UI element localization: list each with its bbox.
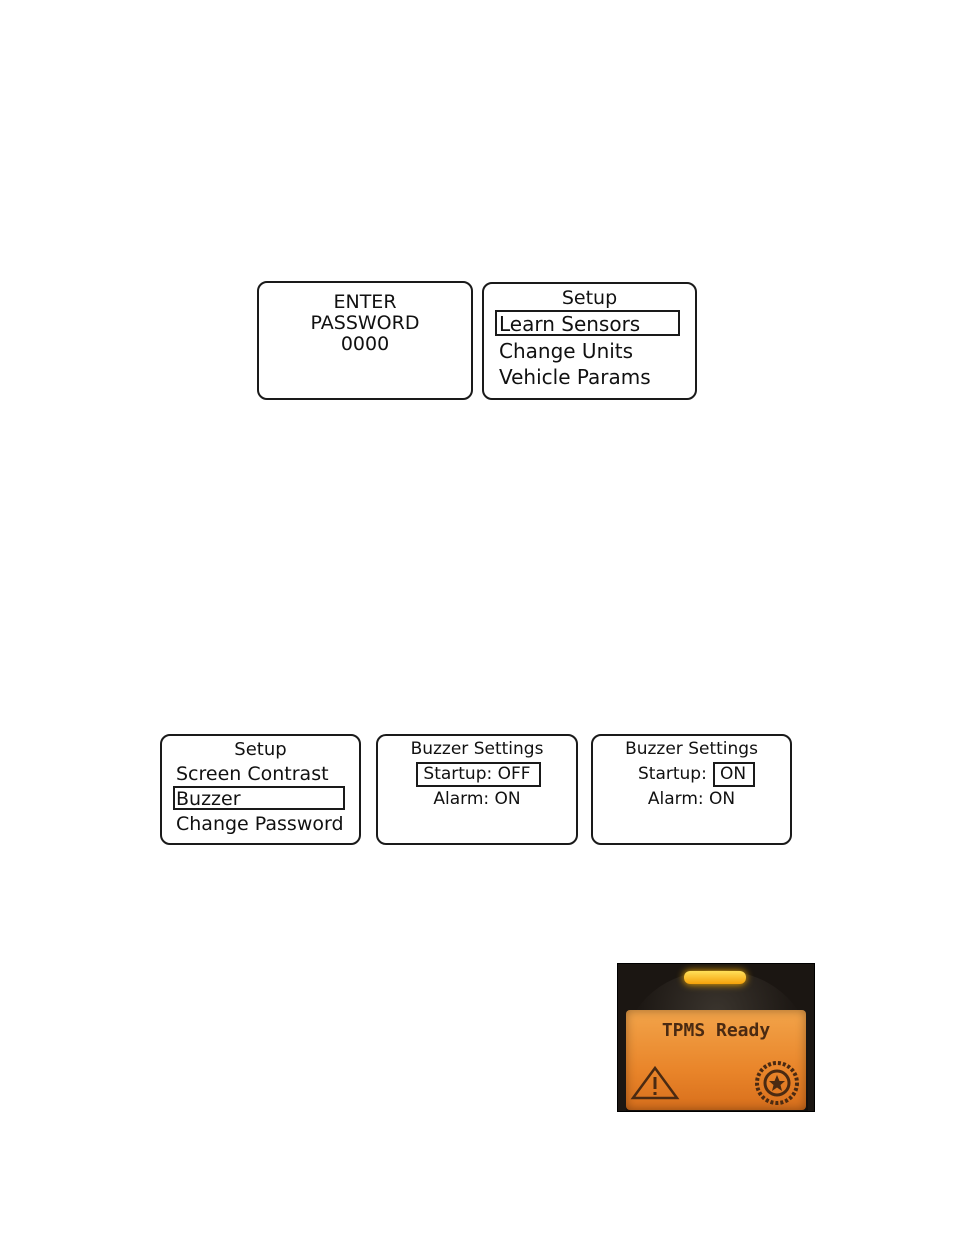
startup-label: Startup:	[638, 764, 707, 784]
enter-label: ENTER	[333, 291, 397, 313]
menu-item-vehicle-params[interactable]: Vehicle Params	[499, 365, 651, 389]
indicator-led	[684, 971, 746, 984]
buzzer-settings-screen-on	[591, 734, 792, 845]
warning-triangle-icon	[630, 1065, 680, 1101]
startup-setting[interactable]: Startup: OFF	[423, 764, 531, 784]
setup-title: Setup	[561, 287, 618, 309]
tire-icon	[754, 1060, 800, 1106]
menu-item-buzzer[interactable]: Buzzer	[176, 788, 241, 810]
menu-item-screen-contrast[interactable]: Screen Contrast	[176, 763, 329, 785]
menu-item-change-password[interactable]: Change Password	[176, 813, 344, 835]
buzzer-settings-title: Buzzer Settings	[625, 739, 758, 759]
password-label: PASSWORD	[310, 312, 420, 334]
alarm-setting[interactable]: Alarm: ON	[433, 789, 521, 809]
buzzer-settings-screen-off	[376, 734, 578, 845]
tpms-lcd-screen	[626, 1010, 806, 1110]
setup-menu-screen	[482, 282, 697, 400]
menu-item-learn-sensors[interactable]: Learn Sensors	[499, 312, 641, 336]
setup-menu-screen-2	[160, 734, 361, 845]
enter-password-screen	[257, 281, 473, 400]
tpms-ready-text: TPMS Ready	[661, 1020, 771, 1041]
tpms-display-photo	[617, 963, 815, 1112]
menu-item-change-units[interactable]: Change Units	[499, 339, 634, 363]
startup-value[interactable]: ON	[720, 764, 747, 784]
buzzer-settings-title: Buzzer Settings	[410, 739, 544, 759]
setup-title: Setup	[234, 739, 287, 760]
password-value: 0000	[340, 333, 390, 355]
alarm-setting[interactable]: Alarm: ON	[647, 789, 736, 809]
